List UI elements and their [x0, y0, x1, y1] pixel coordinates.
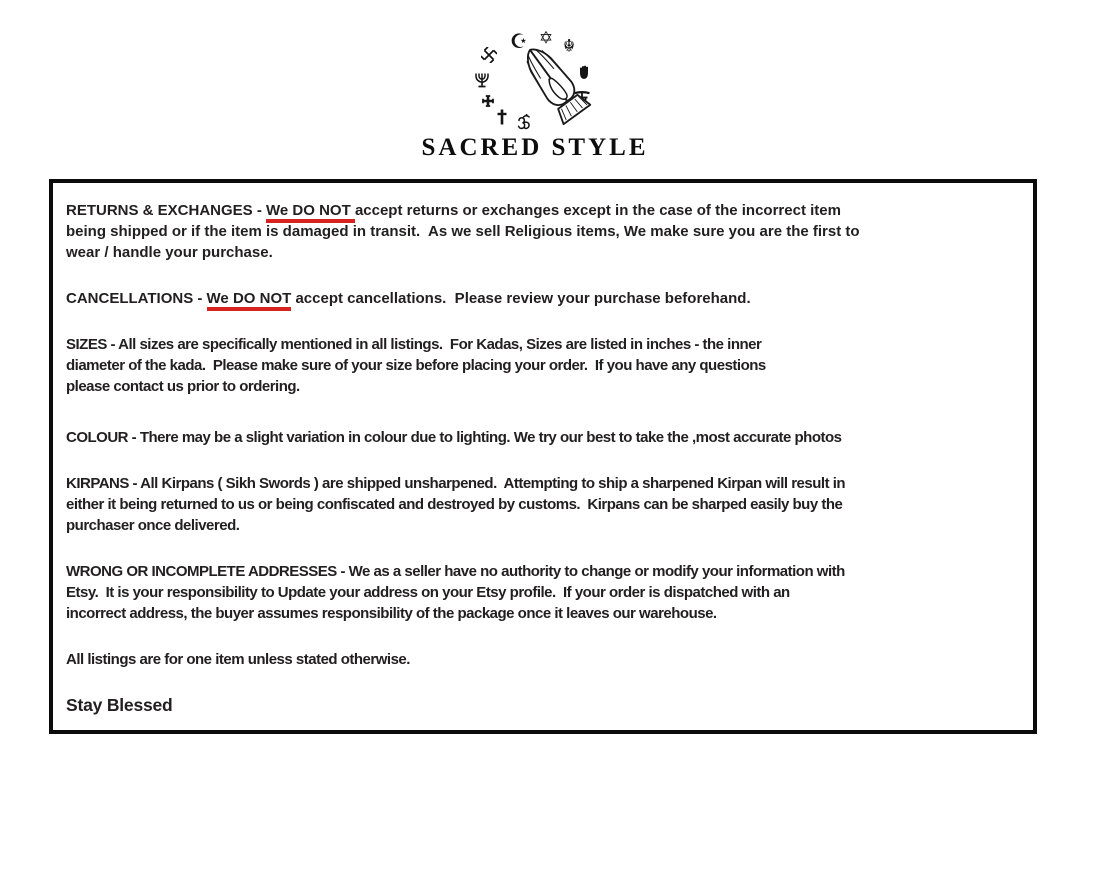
paragraph-line: KIRPANS - All Kirpans ( Sikh Swords ) are shipped unsharpened. Attempting to ship a sharpened Kirpan will result in	[66, 475, 846, 492]
khanda-icon: ☬	[562, 36, 576, 57]
paragraph-line: purchaser once delivered.	[66, 517, 240, 534]
swastika-icon	[481, 47, 497, 63]
returns-exchanges-paragraph	[66, 200, 1021, 263]
menorah-icon	[474, 71, 490, 88]
paragraph-line	[66, 288, 1021, 309]
cross-potent-icon	[481, 94, 495, 108]
policy-box	[49, 179, 1037, 734]
signoff	[66, 693, 1021, 717]
cancellations-paragraph	[66, 288, 1021, 309]
single-item-note	[66, 649, 1021, 670]
praying-hands-icon	[502, 28, 612, 142]
paragraph-line: SIZES - All sizes are specifically mentioned in all listings. For Kadas, Sizes are listed in inches - the inner	[66, 336, 762, 353]
addresses-paragraph	[66, 561, 1021, 624]
paragraph-line: wear / handle your purchase.	[66, 244, 273, 261]
cancellations-we-do-not-emphasis: We DO NOT	[206, 290, 292, 307]
paragraph-line: either it being returned to us or being confiscated and destroyed by customs. Kirpans can be sharped easily buy the	[66, 496, 843, 513]
paragraph-line: All listings are for one item unless stated otherwise.	[66, 651, 410, 668]
brand-logo	[462, 20, 622, 135]
kirpans-paragraph	[66, 473, 1021, 536]
returns-heading: RETURNS & EXCHANGES -	[66, 202, 267, 219]
paragraph-line: being shipped or if the item is damaged in transit. As we sell Religious items, We make sure you are the first to	[66, 223, 860, 240]
sizes-paragraph	[66, 334, 1021, 397]
paragraph-line: COLOUR - There may be a slight variation in colour due to lighting. We try our best to take the ,most accurate photos	[66, 429, 842, 446]
cancellations-text: accept cancellations. Please review your purchase beforehand.	[291, 290, 751, 307]
paragraph-line: please contact us prior to ordering.	[66, 378, 300, 395]
paragraph-line: incorrect address, the buyer assumes responsibility of the package once it leaves our warehouse.	[66, 605, 717, 622]
brand-name: SACRED STYLE	[421, 134, 649, 161]
paragraph-line: Etsy. It is your responsibility to Update your address on your Etsy profile. If your order is dispatched with an	[66, 584, 790, 601]
cancellations-heading: CANCELLATIONS -	[66, 290, 207, 307]
colour-paragraph	[66, 427, 1021, 448]
star-of-david-icon: ✡	[538, 28, 554, 49]
crescent-star-icon: ☪	[510, 29, 528, 53]
paragraph-line: diameter of the kada. Please make sure of your size before placing your order. If you have any questions	[66, 357, 766, 374]
paragraph-line: WRONG OR INCOMPLETE ADDRESSES - We as a seller have no authority to change or modify your information with	[66, 563, 845, 580]
signoff-text: Stay Blessed	[66, 695, 173, 715]
returns-text: accept returns or exchanges except in the case of the incorrect item	[354, 202, 841, 219]
paragraph-line	[66, 200, 1021, 221]
returns-we-do-not-emphasis: We DO NOT	[266, 202, 355, 219]
